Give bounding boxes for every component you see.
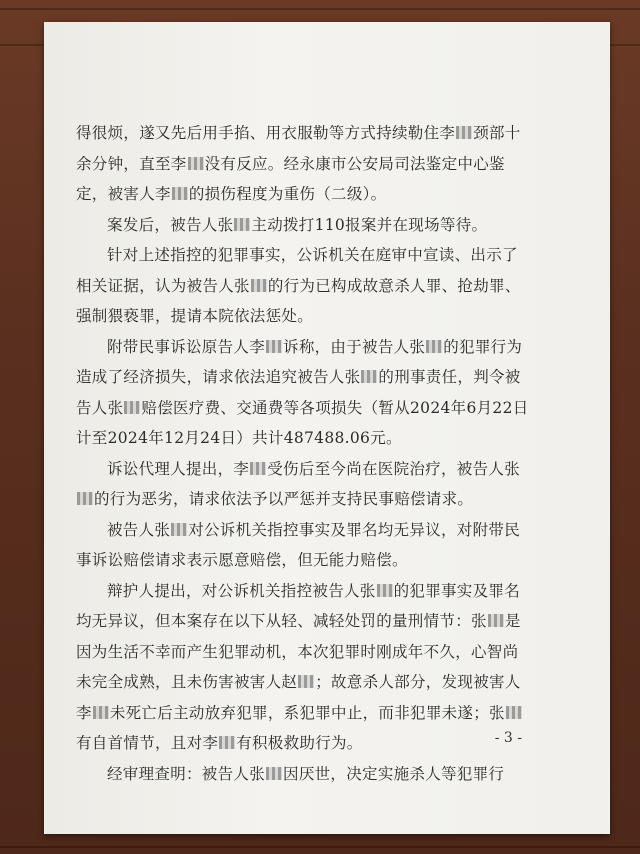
document-body xyxy=(76,118,530,789)
redaction-mark xyxy=(93,706,109,719)
redaction-mark xyxy=(426,340,442,353)
redaction-mark xyxy=(250,462,266,475)
paragraph-3: 针对上述指控的犯罪事实，公诉机关在庭审中宣读、出示了相关证据，认为被告人张 的行为已构成故意杀人罪、抢劫罪、强制猥亵罪，提请本院依法惩处。 xyxy=(76,246,521,325)
redaction-mark xyxy=(266,340,282,353)
table-grain xyxy=(0,846,640,848)
paragraph-1: 得很烦，遂又先后用手掐、用衣服勒等方式持续勒住李 颈部十余分钟，直至李 没有反应。经永康市公安局司法鉴定中心鉴定，被害人李 的损伤程度为重伤（二级）。 xyxy=(76,124,521,203)
redaction-mark xyxy=(298,675,314,688)
redaction-mark xyxy=(124,401,140,414)
table-grain xyxy=(0,8,640,10)
redaction-mark xyxy=(171,523,187,536)
redaction-mark xyxy=(456,126,472,139)
redaction-mark xyxy=(219,736,235,749)
paragraph-7: 辩护人提出，对公诉机关指控被告人张 的犯罪事实及罪名均无异议，但本案存在以下从轻、减轻处罚的量刑情节：张 是因为生活不幸而产生犯罪动机，本次犯罪时刚成年不久，心智尚未完全成熟，且未伤害被害人赵 ；故意杀人部分，发现被害人李 未死亡后主动放弃犯罪，系犯罪中止，而非犯罪未遂；张有自首情节，且对李 有积极救助行为。 xyxy=(76,581,521,752)
redaction-mark xyxy=(77,492,93,505)
redaction-mark xyxy=(251,279,267,292)
paragraph-2: 案发后，被告人张 主动拨打110报案并在现场等待。 xyxy=(107,215,488,234)
redaction-mark xyxy=(188,157,204,170)
redaction-mark xyxy=(488,614,504,627)
paragraph-8: 经审理查明：被告人张 因厌世，决定实施杀人等犯罪行 xyxy=(107,764,505,783)
redaction-mark xyxy=(361,370,377,383)
redaction-mark xyxy=(266,767,282,780)
paragraph-6: 被告人张 对公诉机关指控事实及罪名均无异议，对附带民事诉讼赔偿请求表示愿意赔偿，但无能力赔偿。 xyxy=(76,520,521,569)
redaction-mark xyxy=(506,706,522,719)
paragraph-4: 附带民事诉讼原告人李 诉称，由于被告人张 的犯罪行为造成了经济损失，请求依法追究被告人张 的刑事责任，判令被告人张 赔偿医疗费、交通费等各项损失（暂从2024年6月22日计至2024年12月24日）共计487488.06元。 xyxy=(76,337,529,447)
redaction-mark xyxy=(377,584,393,597)
paragraph-5: 诉讼代理人提出，李 受伤后至今尚在医院治疗，被告人张的行为恶劣，请求依法予以严惩并支持民事赔偿请求。 xyxy=(76,454,530,515)
redaction-mark xyxy=(172,187,188,200)
page-number: - 3 - xyxy=(494,730,522,746)
redaction-mark xyxy=(234,218,250,231)
